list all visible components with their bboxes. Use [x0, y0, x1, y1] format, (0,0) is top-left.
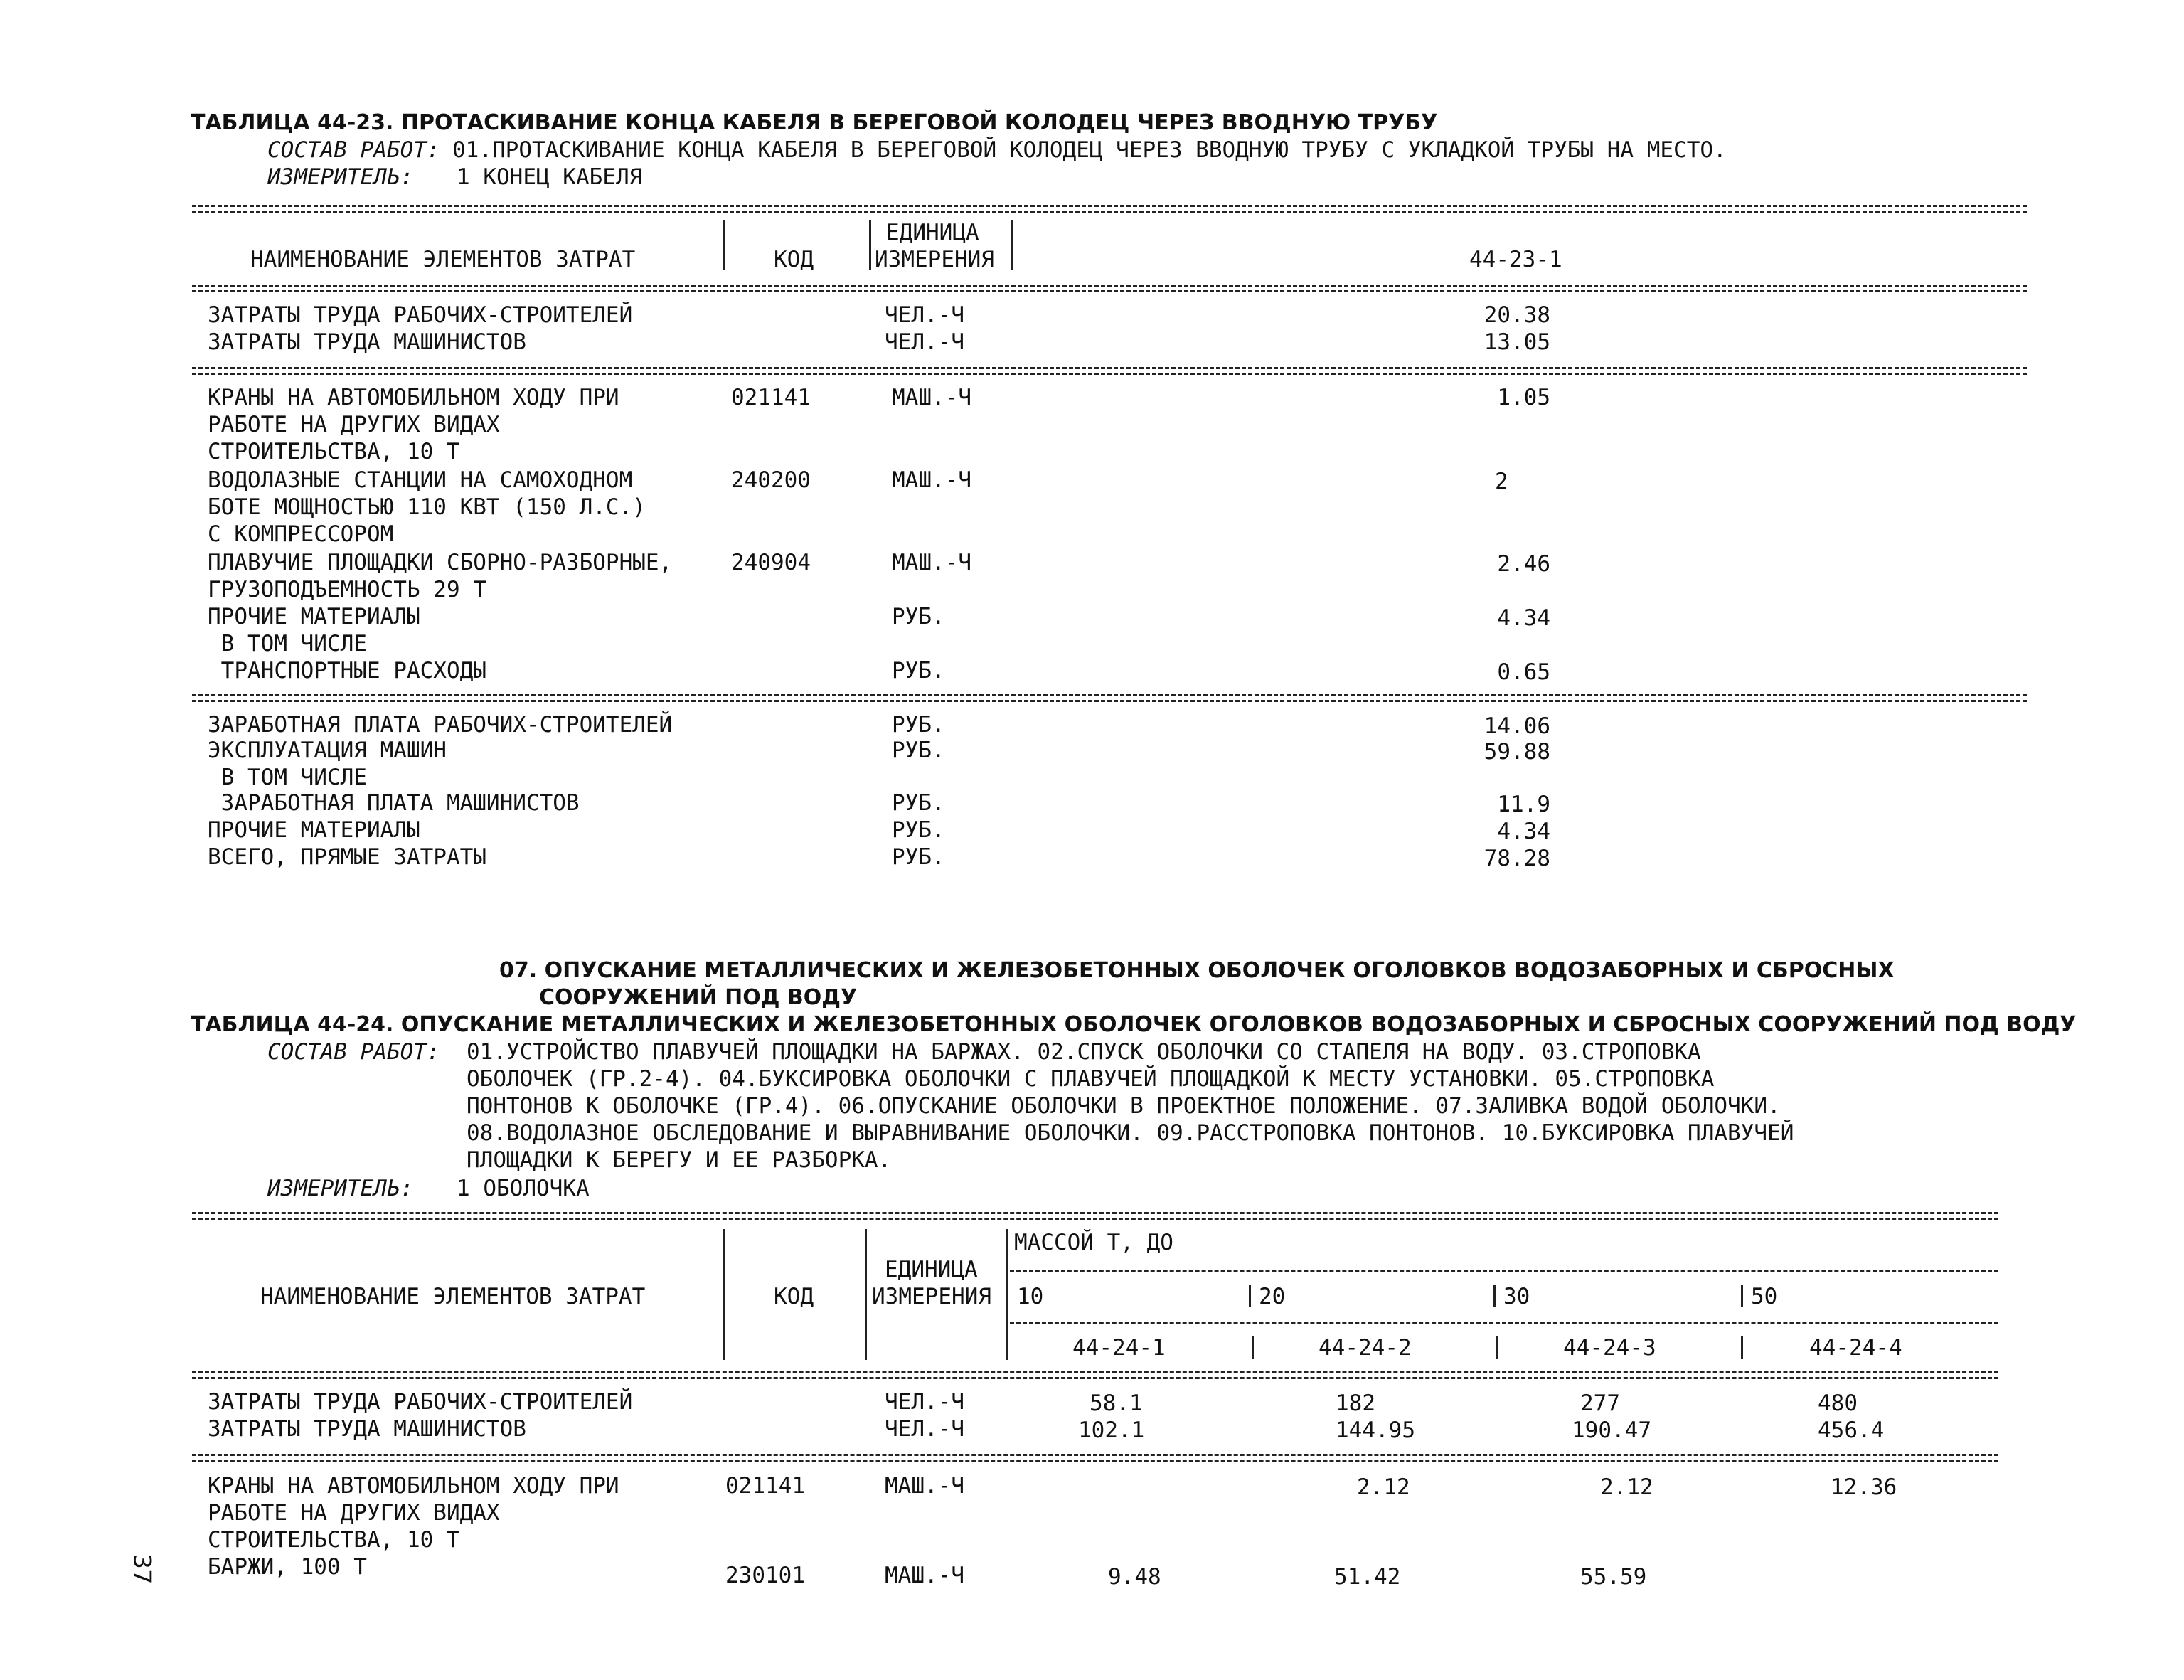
composition-text: 08.ВОДОЛАЗНОЕ ОБСЛЕДОВАНИЕ И ВЫРАВНИВАНИЕ ОБОЛОЧКИ. 09.РАССТРОПОВКА ПОНТОНОВ. 10.БУКСИРОВКА ПЛАВУЧЕЙ [467, 1120, 1794, 1146]
row-value: 277 [1580, 1391, 1620, 1416]
table-rule [192, 290, 2027, 292]
header-mass-value: 10 [1017, 1284, 1044, 1309]
row-unit: МАШ.-Ч [892, 467, 971, 493]
row-value: 4.34 [1497, 819, 1550, 844]
header-unit: ЕДИНИЦА [885, 1257, 978, 1282]
header-name: НАИМЕНОВАНИЕ ЭЛЕМЕНТОВ ЗАТРАТ [250, 247, 636, 272]
row-code: 240904 [731, 550, 811, 575]
header-unit: ЕДИНИЦА [886, 220, 979, 245]
row-value: 2 [1495, 469, 1508, 494]
column-divider [1496, 1336, 1498, 1359]
table-rule [192, 373, 2027, 375]
row-value: 190.47 [1572, 1418, 1651, 1443]
table-rule [192, 1460, 1998, 1462]
row-name: ПРОЧИЕ МАТЕРИАЛЫ [208, 604, 420, 629]
row-value: 144.95 [1336, 1418, 1415, 1443]
composition-text: ОБОЛОЧЕК (ГР.2-4). 04.БУКСИРОВКА ОБОЛОЧКИ С ПЛАВУЧЕЙ ПЛОЩАДКОЙ К МЕСТУ УСТАНОВКИ. 05.СТРОПОВКА [467, 1066, 1715, 1092]
row-value: 12.36 [1831, 1474, 1897, 1500]
row-value: 55.59 [1580, 1564, 1647, 1590]
column-divider [1741, 1285, 1743, 1307]
row-name: ЗАТРАТЫ ТРУДА РАБОЧИХ-СТРОИТЕЛЕЙ [208, 1389, 633, 1415]
row-name: РАБОТЕ НА ДРУГИХ ВИДАХ [208, 1500, 500, 1526]
page-number: 37 [127, 1553, 156, 1585]
row-value: 59.88 [1483, 739, 1550, 765]
row-name: ЗАРАБОТНАЯ ПЛАТА МАШИНИСТОВ [208, 790, 580, 816]
column-divider [1006, 1229, 1008, 1360]
row-name: ЗАТРАТЫ ТРУДА МАШИНИСТОВ [208, 1416, 526, 1442]
row-name: БАРЖИ, 100 Т [208, 1554, 367, 1580]
meter-label: ИЗМЕРИТЕЛЬ: [267, 164, 414, 190]
row-value: 480 [1818, 1391, 1858, 1416]
table-rule [192, 205, 2027, 207]
table-title: ТАБЛИЦА 44-24. ОПУСКАНИЕ МЕТАЛЛИЧЕСКИХ И ЖЕЛЕЗОБЕТОННЫХ ОБОЛОЧЕК ОГОЛОВКОВ ВОДОЗАБОРНЫХ И СБРОСНЫХ СООРУЖЕНИЙ ПОД ВОДУ [191, 1012, 2077, 1037]
column-divider [865, 1229, 867, 1360]
row-name: СТРОИТЕЛЬСТВА, 10 Т [208, 1527, 460, 1553]
column-divider [1252, 1336, 1254, 1359]
row-code: 240200 [731, 467, 811, 493]
composition-text: 01.ПРОТАСКИВАНИЕ КОНЦА КАБЕЛЯ В БЕРЕГОВОЙ КОЛОДЕЦ ЧЕРЕЗ ВВОДНУЮ ТРУБУ С УКЛАДКОЙ ТРУБЫ НА МЕСТО. [452, 137, 1727, 163]
row-unit: ЧЕЛ.-Ч [885, 1389, 964, 1415]
column-divider [1011, 220, 1013, 270]
header-unit: ИЗМЕРЕНИЯ [875, 247, 994, 272]
row-value: 78.28 [1483, 846, 1550, 871]
row-unit: МАШ.-Ч [892, 385, 971, 410]
row-unit: РУБ. [892, 817, 945, 843]
row-unit: РУБ. [892, 658, 945, 684]
header-mass: МАССОЙ Т, ДО [1014, 1230, 1173, 1255]
section-heading: 07. ОПУСКАНИЕ МЕТАЛЛИЧЕСКИХ И ЖЕЛЕЗОБЕТОННЫХ ОБОЛОЧЕК ОГОЛОВКОВ ВОДОЗАБОРНЫХ И СБРОСНЫХ [499, 958, 1895, 983]
row-name: КРАНЫ НА АВТОМОБИЛЬНОМ ХОДУ ПРИ [208, 1473, 619, 1499]
row-unit: РУБ. [892, 738, 945, 763]
row-value: 11.9 [1497, 792, 1550, 817]
row-name: ЗАТРАТЫ ТРУДА РАБОЧИХ-СТРОИТЕЛЕЙ [208, 302, 633, 328]
row-name: ЗАРАБОТНАЯ ПЛАТА РАБОЧИХ-СТРОИТЕЛЕЙ [208, 712, 673, 738]
header-name: НАИМЕНОВАНИЕ ЭЛЕМЕНТОВ ЗАТРАТ [260, 1284, 646, 1309]
header-column: 44-23-1 [1469, 247, 1562, 272]
section-heading: СООРУЖЕНИЙ ПОД ВОДУ [539, 985, 858, 1010]
header-mass-value: 50 [1751, 1284, 1778, 1309]
column-divider [1741, 1336, 1743, 1359]
header-column: 44-24-2 [1319, 1335, 1412, 1361]
row-value: 2.12 [1600, 1474, 1653, 1500]
composition-text: ПОНТОНОВ К ОБОЛОЧКЕ (ГР.4). 06.ОПУСКАНИЕ ОБОЛОЧКИ В ПРОЕКТНОЕ ПОЛОЖЕНИЕ. 07.ЗАЛИВКА ВОДОЙ ОБОЛОЧКИ. [467, 1093, 1781, 1119]
row-unit: РУБ. [892, 844, 945, 870]
meter-label: ИЗМЕРИТЕЛЬ: [267, 1176, 414, 1201]
row-value: 2.12 [1357, 1474, 1410, 1500]
row-value: 4.34 [1497, 605, 1550, 631]
row-value: 20.38 [1483, 302, 1550, 328]
row-value: 14.06 [1483, 713, 1550, 739]
column-divider [723, 220, 725, 270]
column-divider [869, 220, 871, 270]
row-name: БОТЕ МОЩНОСТЬЮ 110 КВТ (150 Л.С.) [208, 494, 646, 520]
row-value: 102.1 [1078, 1418, 1145, 1443]
row-value: 9.48 [1108, 1564, 1161, 1590]
table-rule [192, 700, 2027, 702]
row-unit: МАШ.-Ч [892, 550, 971, 575]
composition-label: СОСТАВ РАБОТ: [267, 1039, 440, 1065]
table-title: ТАБЛИЦА 44-23. ПРОТАСКИВАНИЕ КОНЦА КАБЕЛЯ В БЕРЕГОВОЙ КОЛОДЕЦ ЧЕРЕЗ ВВОДНУЮ ТРУБУ [191, 110, 1438, 135]
row-name: В ТОМ ЧИСЛЕ [208, 765, 367, 790]
row-name: ГРУЗОПОДЪЕМНОСТЬ 29 Т [208, 577, 486, 602]
row-unit: МАШ.-Ч [885, 1563, 964, 1588]
column-divider [723, 1229, 725, 1360]
row-name: ЭКСПЛУАТАЦИЯ МАШИН [208, 738, 447, 763]
row-code: 021141 [725, 1473, 805, 1499]
row-unit: ЧЕЛ.-Ч [885, 329, 964, 355]
row-code: 021141 [731, 385, 811, 410]
row-value: 58.1 [1090, 1391, 1143, 1416]
row-name: СТРОИТЕЛЬСТВА, 10 Т [208, 439, 460, 464]
column-divider [1493, 1285, 1496, 1307]
row-value: 2.46 [1497, 551, 1550, 577]
composition-label: СОСТАВ РАБОТ: [267, 137, 440, 163]
column-divider [1249, 1285, 1251, 1307]
row-name: ТРАНСПОРТНЫЕ РАСХОДЫ [208, 658, 486, 684]
header-column: 44-24-4 [1809, 1335, 1902, 1361]
table-rule [192, 1218, 1998, 1220]
header-column: 44-24-1 [1072, 1335, 1166, 1361]
row-name: ВОДОЛАЗНЫЕ СТАНЦИИ НА САМОХОДНОМ [208, 467, 633, 493]
row-name: ЗАТРАТЫ ТРУДА МАШИНИСТОВ [208, 329, 526, 355]
row-unit: РУБ. [892, 790, 945, 816]
row-value: 51.42 [1334, 1564, 1401, 1590]
row-unit: ЧЕЛ.-Ч [885, 1416, 964, 1442]
table-rule [192, 211, 2027, 213]
table-rule [192, 285, 2027, 287]
row-name: С КОМПРЕССОРОМ [208, 521, 394, 547]
header-column: 44-24-3 [1563, 1335, 1656, 1361]
meter-value: 1 КОНЕЦ КАБЕЛЯ [457, 164, 643, 190]
row-name: РАБОТЕ НА ДРУГИХ ВИДАХ [208, 412, 500, 437]
row-code: 230101 [725, 1563, 805, 1588]
row-value: 182 [1336, 1391, 1375, 1416]
row-name: ПЛАВУЧИЕ ПЛОЩАДКИ СБОРНО-РАЗБОРНЫЕ, [208, 550, 673, 575]
row-value: 0.65 [1497, 659, 1550, 685]
row-value: 13.05 [1483, 329, 1550, 355]
row-unit: РУБ. [892, 604, 945, 629]
header-mass-value: 20 [1259, 1284, 1286, 1309]
table-rule [192, 694, 2027, 696]
table-rule [192, 1377, 1998, 1379]
table-rule [1010, 1322, 1998, 1324]
row-value: 456.4 [1818, 1418, 1885, 1443]
row-name: ПРОЧИЕ МАТЕРИАЛЫ [208, 817, 420, 843]
row-unit: ЧЕЛ.-Ч [885, 302, 964, 328]
row-unit: РУБ. [892, 712, 945, 738]
row-name: ВСЕГО, ПРЯМЫЕ ЗАТРАТЫ [208, 844, 486, 870]
header-mass-value: 30 [1503, 1284, 1530, 1309]
row-unit: МАШ.-Ч [885, 1473, 964, 1499]
row-name: КРАНЫ НА АВТОМОБИЛЬНОМ ХОДУ ПРИ [208, 385, 619, 410]
table-rule [192, 367, 2027, 369]
header-code: КОД [774, 1284, 814, 1309]
row-value: 1.05 [1497, 385, 1550, 410]
composition-text: 01.УСТРОЙСТВО ПЛАВУЧЕЙ ПЛОЩАДКИ НА БАРЖАХ. 02.СПУСК ОБОЛОЧКИ СО СТАПЕЛЯ НА ВОДУ. 03.СТРОПОВКА [467, 1039, 1701, 1065]
composition-text: ПЛОЩАДКИ К БЕРЕГУ И ЕЕ РАЗБОРКА. [467, 1147, 892, 1173]
row-name: В ТОМ ЧИСЛЕ [208, 631, 367, 656]
header-code: КОД [774, 247, 814, 272]
header-unit: ИЗМЕРЕНИЯ [872, 1284, 991, 1309]
table-rule [1010, 1270, 1998, 1272]
table-rule [192, 1454, 1998, 1456]
table-rule [192, 1212, 1998, 1214]
table-rule [192, 1371, 1998, 1373]
meter-value: 1 ОБОЛОЧКА [457, 1176, 590, 1201]
